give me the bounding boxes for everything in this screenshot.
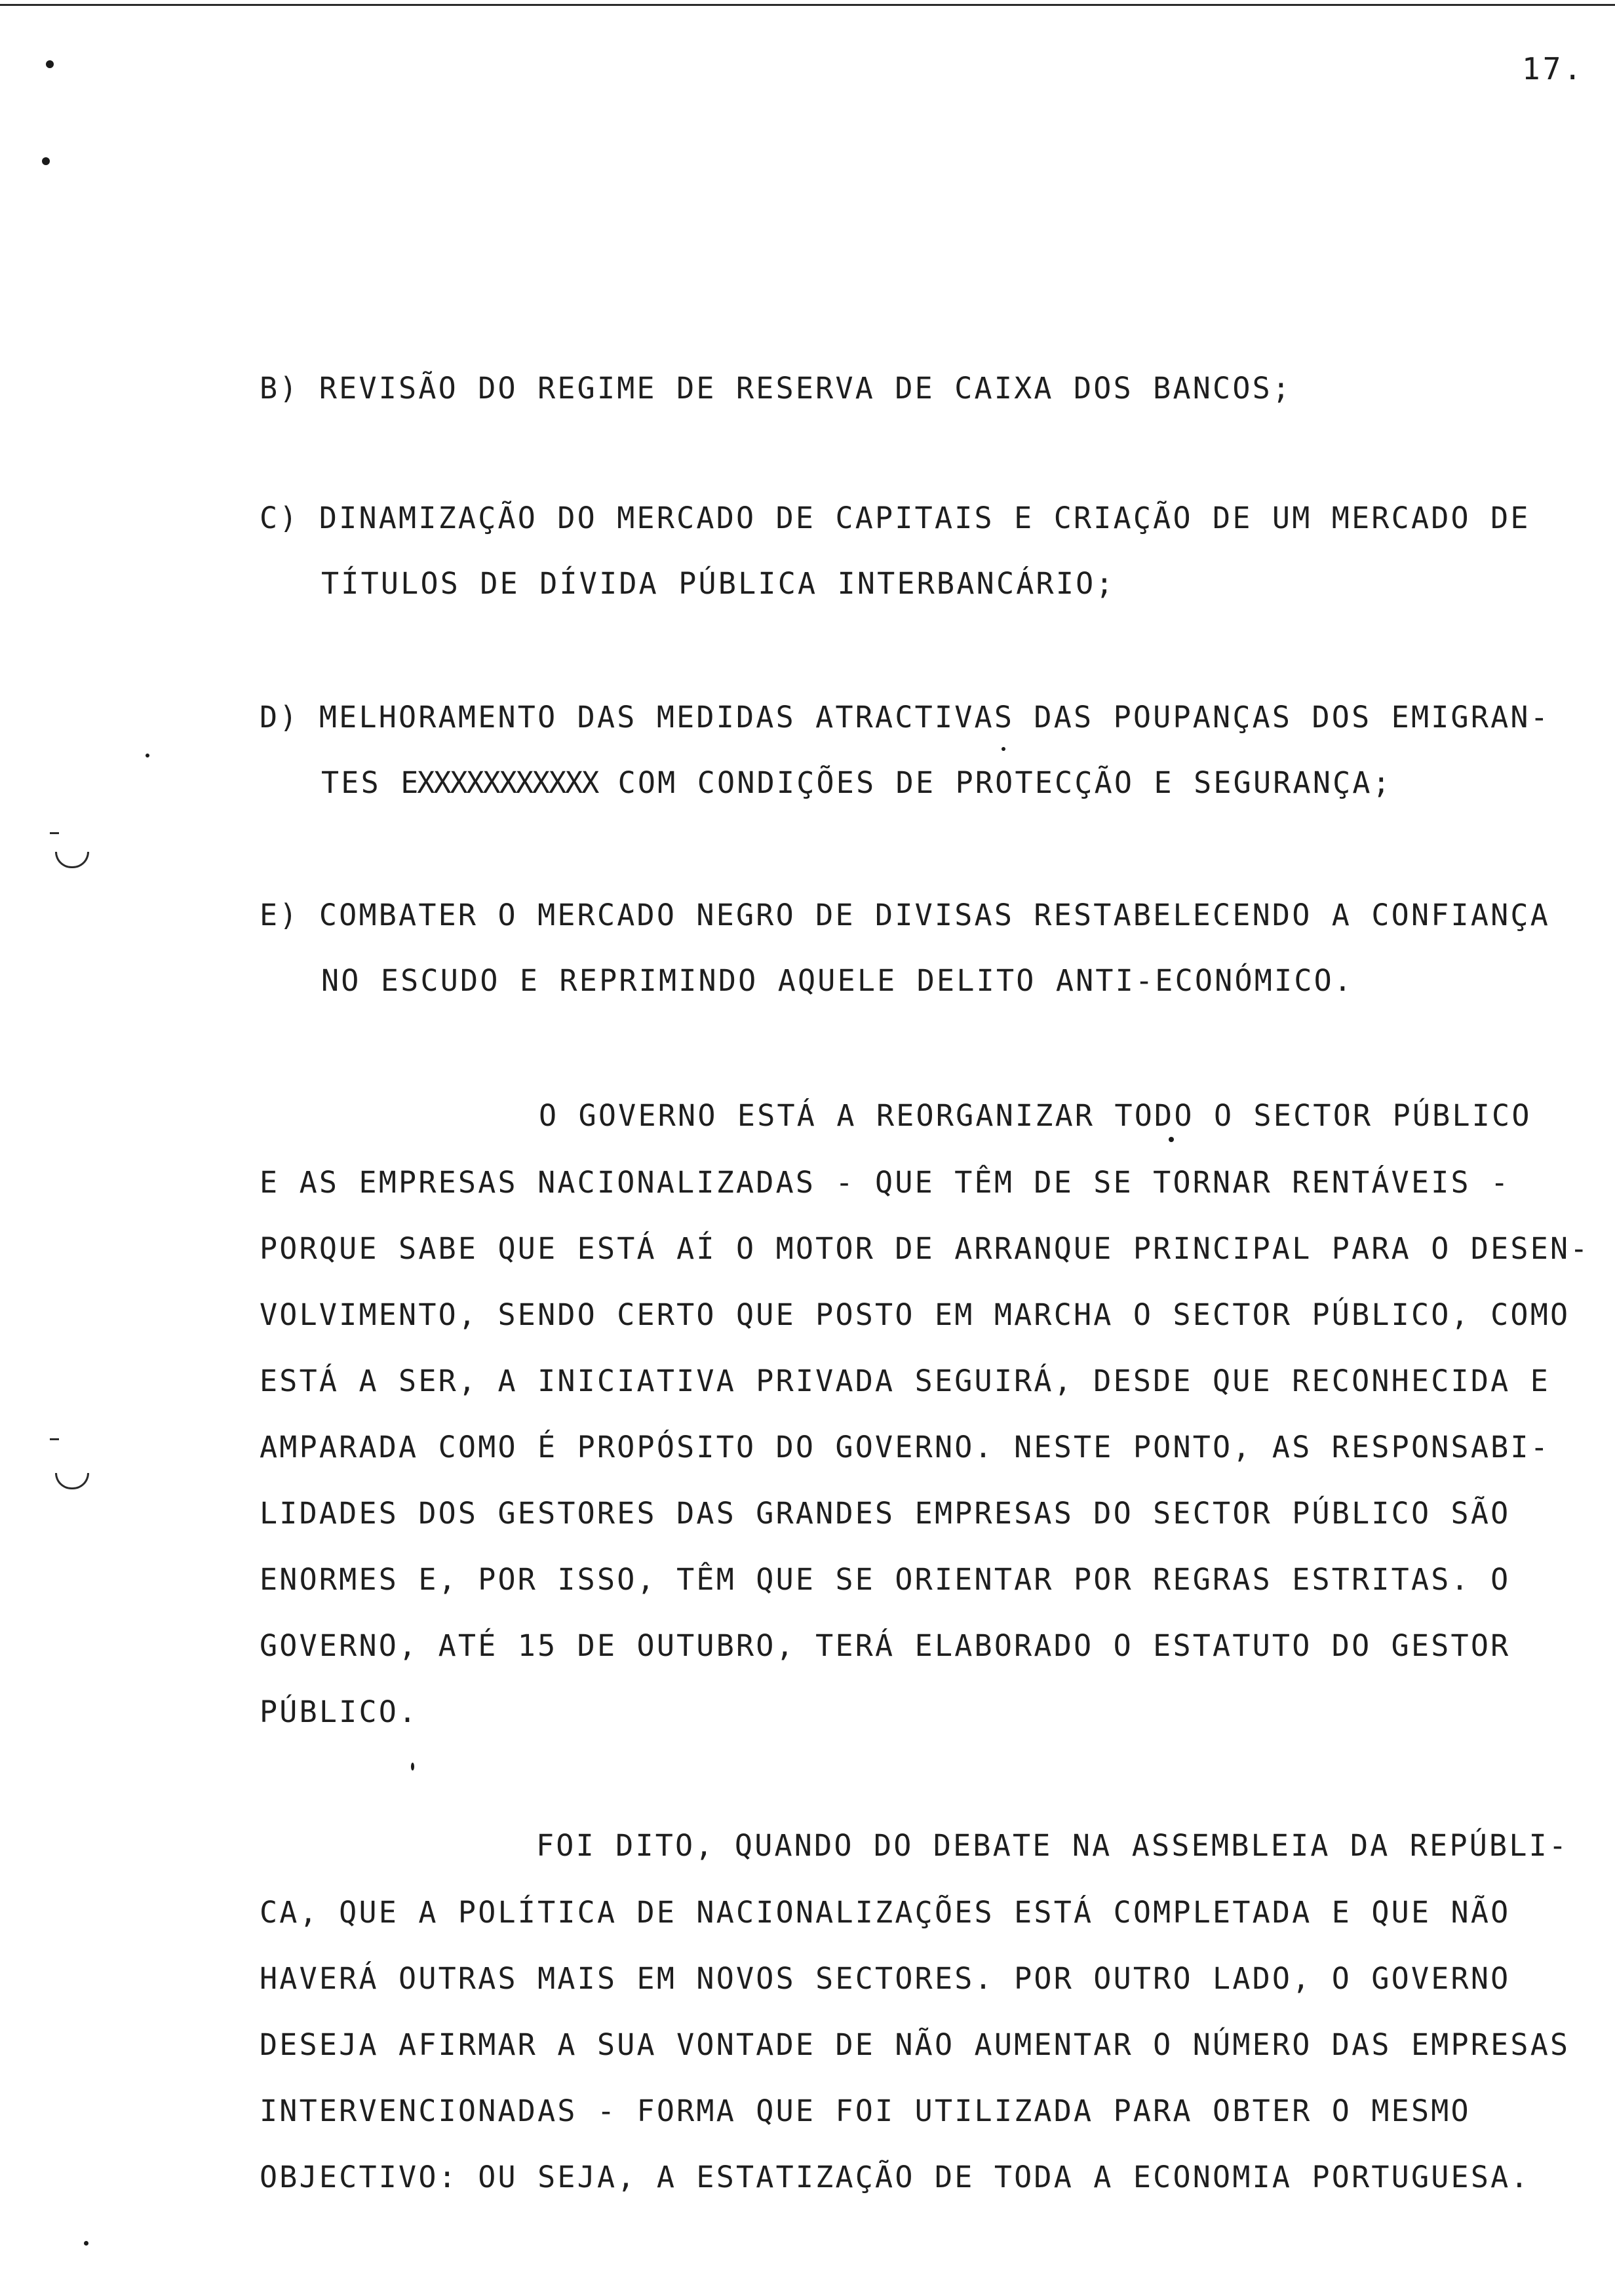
paragraph-line: ESTÁ A SER, A INICIATIVA PRIVADA SEGUIRÁ, DESDE QUE RECONHECIDA E [260, 1364, 1550, 1398]
scan-mark [50, 832, 59, 834]
text-segment: COM CONDIÇÕES DE PROTECÇÃO E SEGURANÇA; [617, 765, 1392, 800]
paragraph-line: CA, QUE A POLÍTICA DE NACIONALIZAÇÕES ESTÁ COMPLETADA E QUE NÃO [260, 1895, 1511, 1930]
paragraph-line: OBJECTIVO: OU SEJA, A ESTATIZAÇÃO DE TODA A ECONOMIA PORTUGUESA. [260, 2160, 1530, 2194]
paragraph-line: VOLVIMENTO, SENDO CERTO QUE POSTO EM MARCHA O SECTOR PÚBLICO, COMO [260, 1297, 1570, 1332]
list-item-c-continuation: TÍTULOS DE DÍVIDA PÚBLICA INTERBANCÁRIO; [321, 566, 1116, 601]
paragraph-line: INTERVENCIONADAS - FORMA QUE FOI UTILIZADA PARA OBTER O MESMO [260, 2094, 1471, 2128]
scan-mark [46, 60, 54, 68]
list-item-c: C) DINAMIZAÇÃO DO MERCADO DE CAPITAIS E CRIAÇÃO DE UM MERCADO DE [260, 501, 1530, 535]
scan-mark [50, 1438, 59, 1440]
binding-mark [55, 1473, 89, 1489]
paragraph-line: PORQUE SABE QUE ESTÁ AÍ O MOTOR DE ARRANQUE PRINCIPAL PARA O DESEN- [260, 1231, 1590, 1266]
list-item-b: B) REVISÃO DO REGIME DE RESERVA DE CAIXA DOS BANCOS; [260, 371, 1293, 406]
paragraph-line: AMPARADA COMO É PROPÓSITO DO GOVERNO. NESTE PONTO, AS RESPONSABI- [260, 1430, 1550, 1464]
paragraph-line: HAVERÁ OUTRAS MAIS EM NOVOS SECTORES. POR OUTRO LADO, O GOVERNO [260, 1961, 1511, 1996]
paragraph-line: ENORMES E, POR ISSO, TÊM QUE SE ORIENTAR POR REGRAS ESTRITAS. O [260, 1562, 1511, 1597]
scan-mark [1169, 1137, 1174, 1142]
list-item-e: E) COMBATER O MERCADO NEGRO DE DIVISAS RESTABELECENDO A CONFIANÇA [260, 898, 1550, 932]
paragraph-line: PÚBLICO. [260, 1694, 419, 1729]
scan-mark [411, 1763, 414, 1770]
top-rule [0, 4, 1615, 6]
binding-mark [55, 852, 89, 868]
paragraph-line: LIDADES DOS GESTORES DAS GRANDES EMPRESAS DO SECTOR PÚBLICO SÃO [260, 1496, 1511, 1531]
scan-mark [42, 157, 50, 165]
scan-mark [84, 2241, 88, 2246]
struck-out-text: EXXXXXXXXXXX [400, 765, 598, 800]
list-item-d: D) MELHORAMENTO DAS MEDIDAS ATRACTIVAS DAS POUPANÇAS DOS EMIGRAN- [260, 700, 1550, 735]
list-item-d-continuation [321, 765, 1392, 800]
paragraph-line: DESEJA AFIRMAR A SUA VONTADE DE NÃO AUMENTAR O NÚMERO DAS EMPRESAS [260, 2027, 1570, 2062]
paragraph-line: E AS EMPRESAS NACIONALIZADAS - QUE TÊM DE SE TORNAR RENTÁVEIS - [260, 1165, 1511, 1200]
paragraph-line: GOVERNO, ATÉ 15 DE OUTUBRO, TERÁ ELABORADO O ESTATUTO DO GESTOR [260, 1628, 1511, 1663]
list-item-e-continuation: NO ESCUDO E REPRIMINDO AQUELE DELITO ANTI-ECONÓMICO. [321, 963, 1354, 998]
paragraph-line: FOI DITO, QUANDO DO DEBATE NA ASSEMBLEIA DA REPÚBLI- [536, 1828, 1569, 1863]
page-number: 17. [1522, 51, 1585, 86]
scan-mark [1002, 747, 1005, 751]
paragraph-line: O GOVERNO ESTÁ A REORGANIZAR TODO O SECTOR PÚBLICO [539, 1098, 1532, 1133]
scan-mark [146, 754, 149, 757]
text-segment: TES [321, 765, 381, 800]
